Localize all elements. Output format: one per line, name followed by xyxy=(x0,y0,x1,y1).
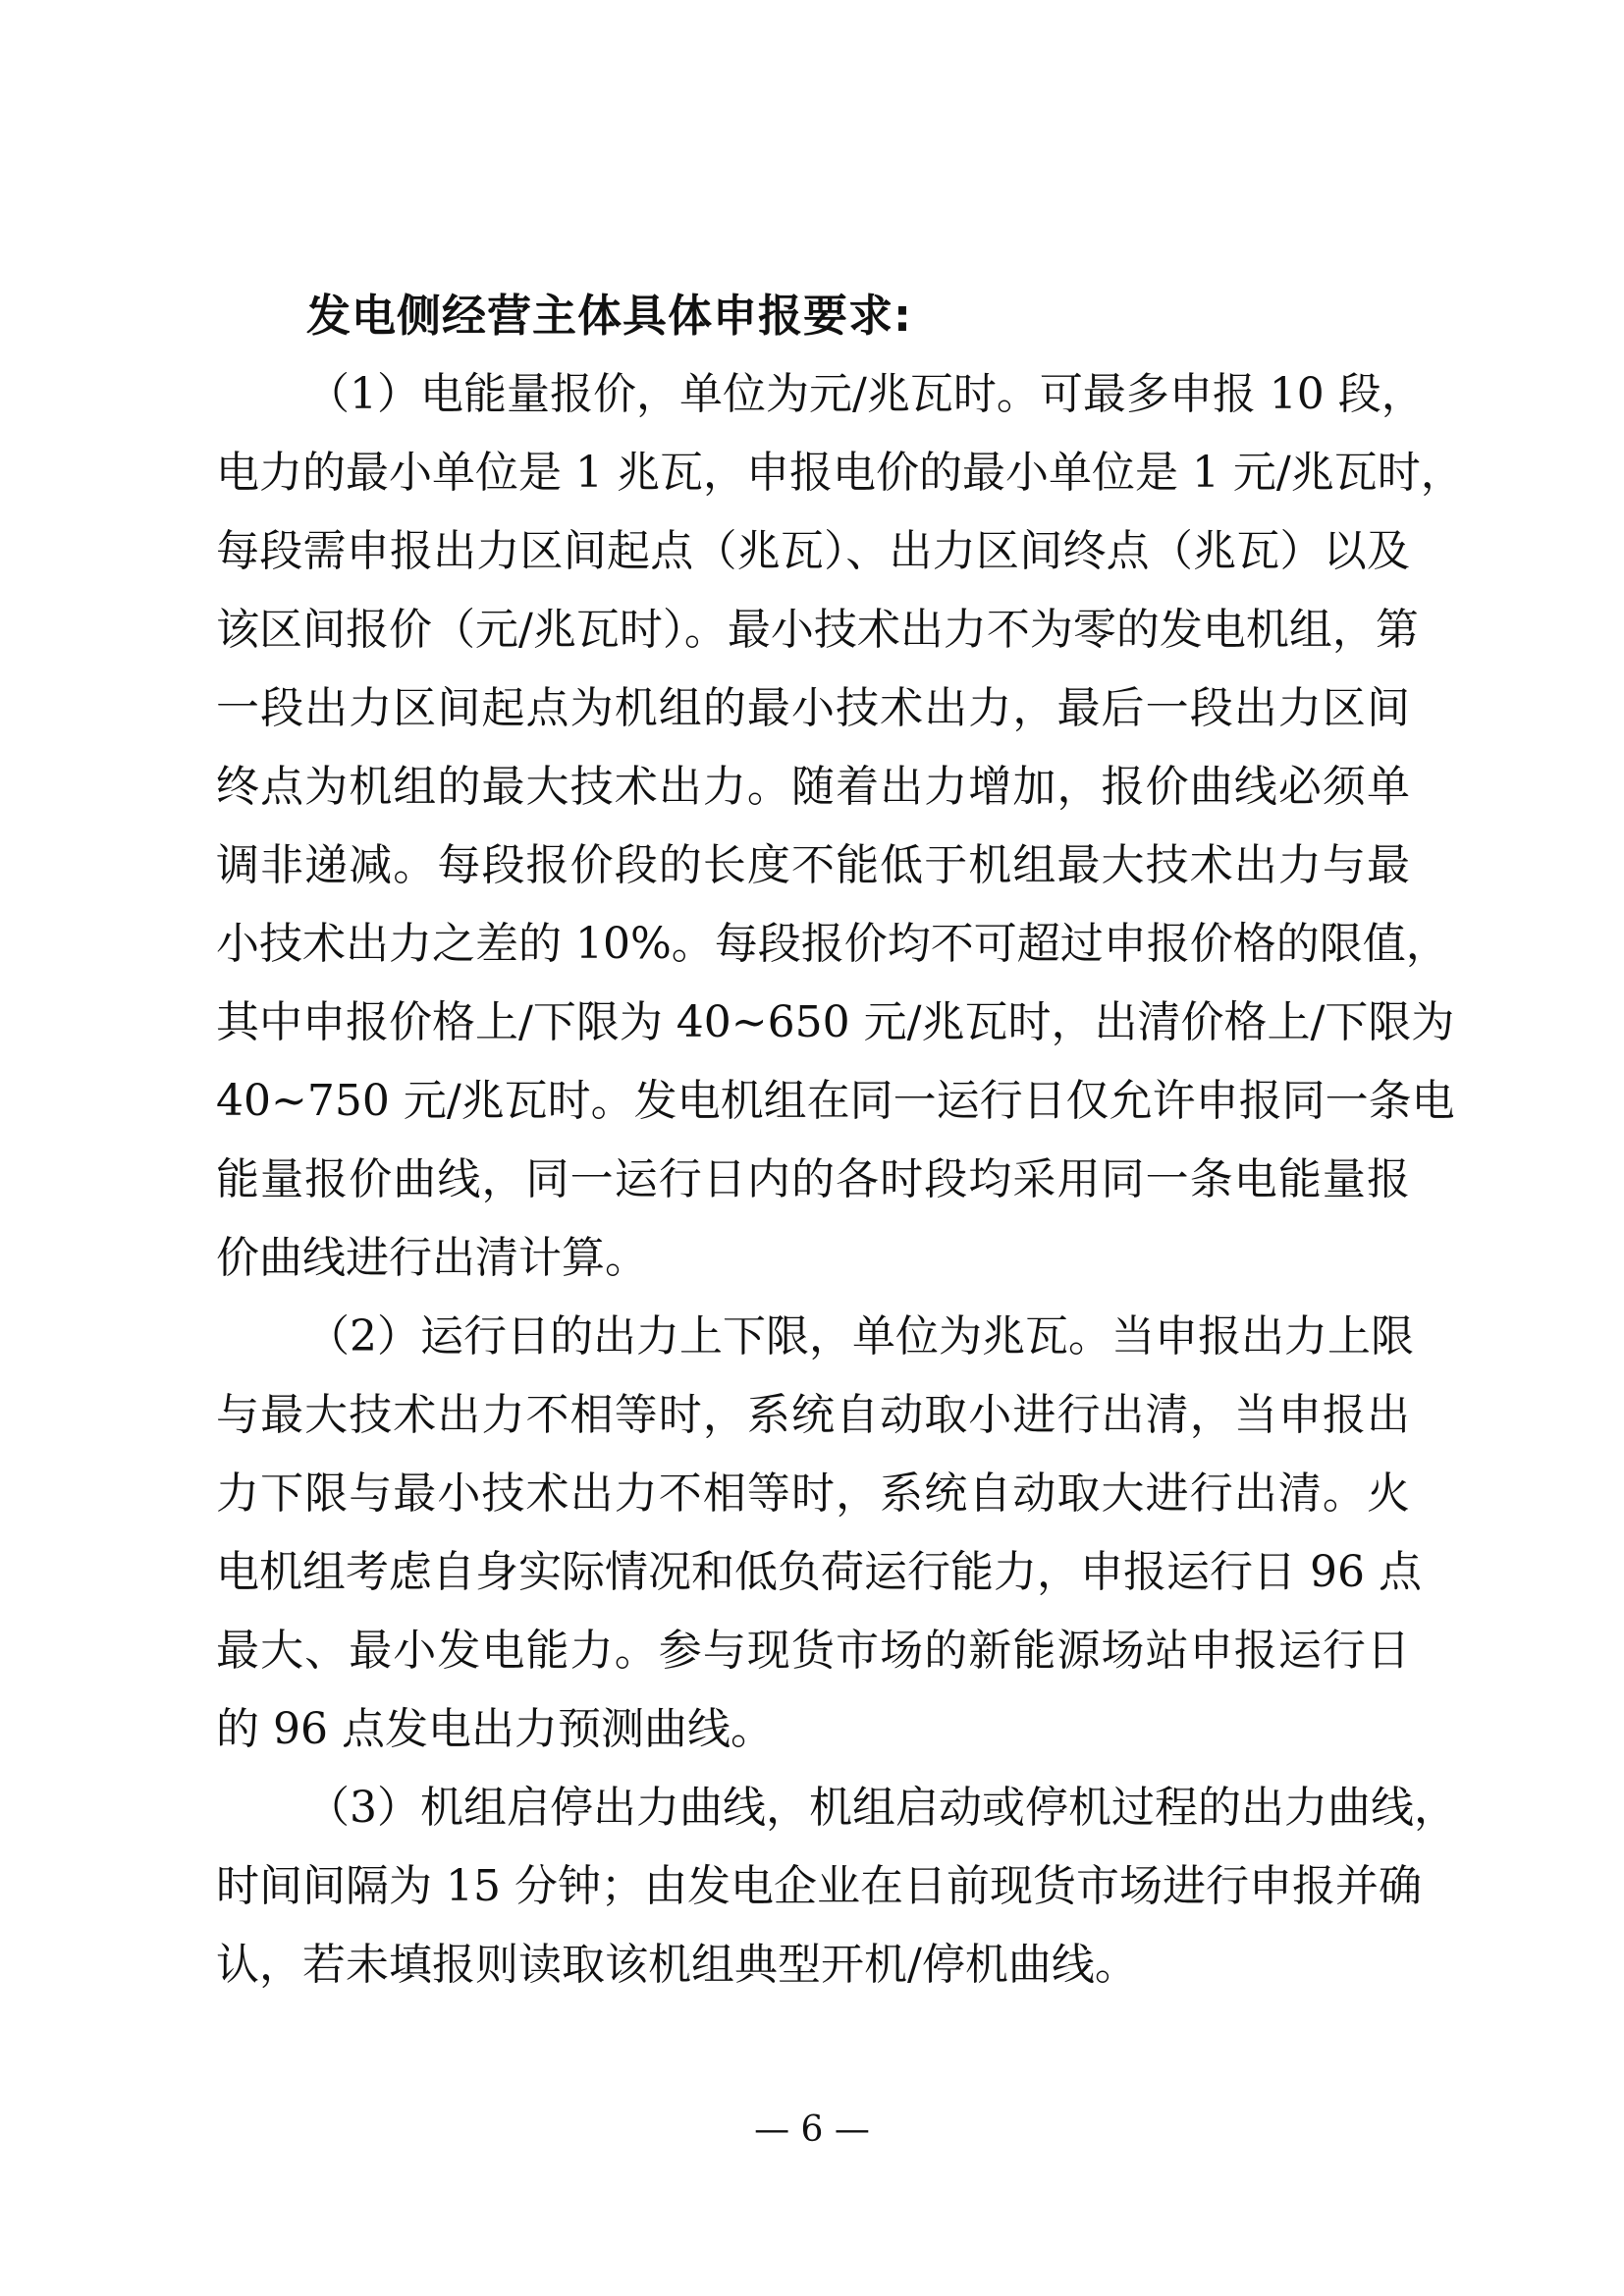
paragraph-line: 电机组考虑自身实际情况和低负荷运行能力，申报运行日 96 点 xyxy=(216,1547,1422,1597)
paragraph-line: 终点为机组的最大技术出力。随着出力增加，报价曲线必须单 xyxy=(216,762,1410,812)
paragraph-line: 认，若未填报则读取该机组典型开机/停机曲线。 xyxy=(216,1940,1138,1990)
paragraph-line: 40~750 元/兆瓦时。发电机组在同一运行日仅允许申报同一条电 xyxy=(216,1076,1455,1126)
paragraph-line: 最大、最小发电能力。参与现货市场的新能源场站申报运行日 xyxy=(216,1626,1410,1676)
paragraph-line: 的 96 点发电出力预测曲线。 xyxy=(216,1704,774,1754)
paragraph-line: 一段出力区间起点为机组的最小技术出力，最后一段出力区间 xyxy=(216,683,1410,733)
paragraph-line: 小技术出力之差的 10%。每段报价均不可超过申报价格的限值， xyxy=(216,919,1449,969)
section-heading: 发电侧经营主体具体申报要求: xyxy=(306,290,912,342)
paragraph-line: （3）机组启停出力曲线，机组启动或停机过程的出力曲线， xyxy=(306,1783,1457,1833)
paragraph-line: （2）运行日的出力上下限，单位为兆瓦。当申报出力上限 xyxy=(306,1311,1414,1362)
paragraph-line: （1）电能量报价，单位为元/兆瓦时。可最多申报 10 段， xyxy=(306,369,1425,419)
paragraph-line: 与最大技术出力不相等时，系统自动取小进行出清，当申报出 xyxy=(216,1390,1410,1440)
paragraph-line: 力下限与最小技术出力不相等时，系统自动取大进行出清。火 xyxy=(216,1468,1410,1519)
paragraph-line: 时间间隔为 15 分钟；由发电企业在日前现货市场进行申报并确 xyxy=(216,1861,1422,1911)
page-number: — 6 — xyxy=(754,2109,870,2150)
paragraph-line: 调非递减。每段报价段的长度不能低于机组最大技术出力与最 xyxy=(216,840,1410,890)
paragraph-line: 价曲线进行出清计算。 xyxy=(216,1233,648,1283)
paragraph-line: 能量报价曲线，同一运行日内的各时段均采用同一条电能量报 xyxy=(216,1154,1410,1204)
paragraph-line: 该区间报价（元/兆瓦时）。最小技术出力不为零的发电机组，第 xyxy=(216,605,1419,655)
paragraph-line: 电力的最小单位是 1 兆瓦，申报电价的最小单位是 1 元/兆瓦时， xyxy=(216,448,1464,498)
paragraph-line: 其中申报价格上/下限为 40~650 元/兆瓦时，出清价格上/下限为 xyxy=(216,997,1455,1047)
paragraph-line: 每段需申报出力区间起点（兆瓦）、出力区间终点（兆瓦）以及 xyxy=(216,526,1410,576)
